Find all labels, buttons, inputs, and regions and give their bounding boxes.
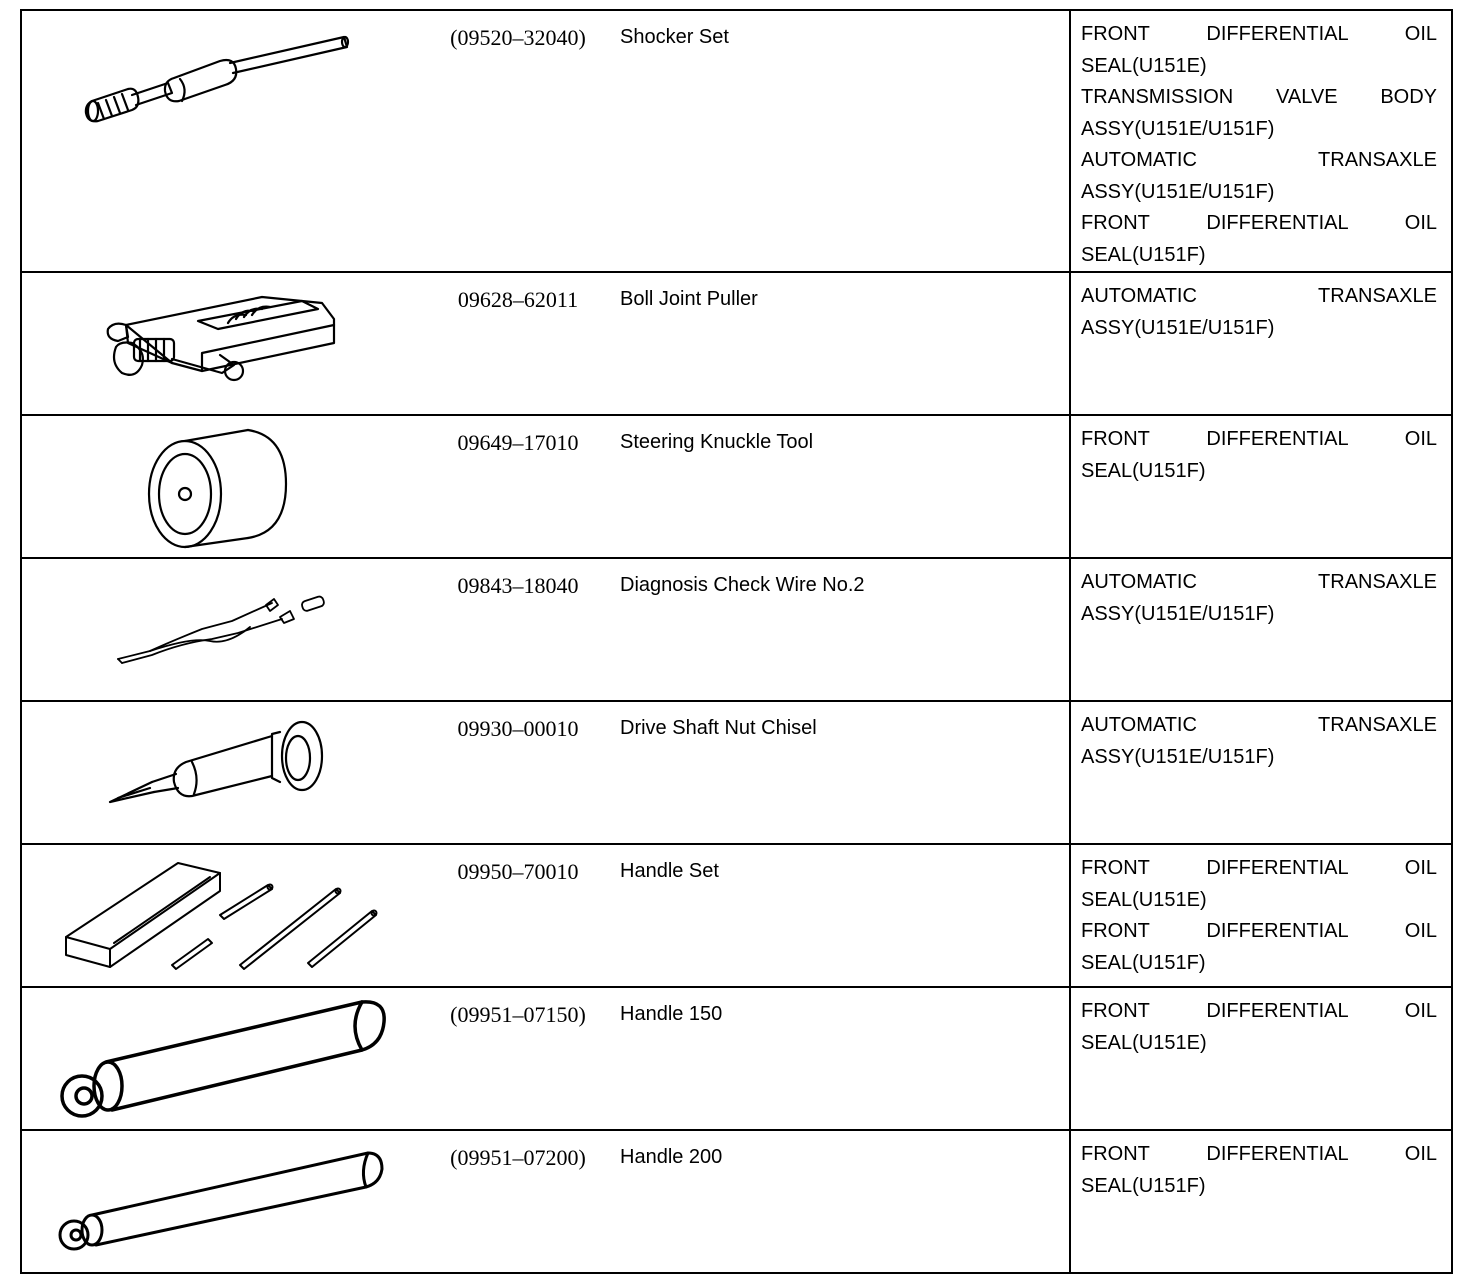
- handle-200-icon: [22, 1131, 452, 1271]
- application-line: AUTOMATIC TRANSAXLE: [1081, 571, 1437, 593]
- application-line: SEAL(U151E): [1081, 1031, 1207, 1054]
- application-cell: [1070, 558, 1452, 701]
- table-row: [21, 987, 1452, 1130]
- table-row: [21, 701, 1452, 844]
- application-line: FRONT DIFFERENTIAL OIL: [1081, 1143, 1437, 1165]
- steering-knuckle-tool-icon: [22, 416, 452, 556]
- tool-cell: [21, 701, 1070, 844]
- application-cell: [1070, 987, 1452, 1130]
- part-name: Handle 200: [620, 1146, 723, 1168]
- part-name: Handle 150: [620, 1003, 723, 1025]
- application-line: ASSY(U151E/U151F): [1081, 180, 1275, 203]
- part-number: (09951–07150): [450, 1002, 586, 1027]
- part-number: 09950–70010: [457, 859, 579, 884]
- application-cell: [1070, 10, 1452, 272]
- part-name: Boll Joint Puller: [620, 288, 758, 310]
- application-line: SEAL(U151E): [1081, 888, 1207, 911]
- application-line: AUTOMATIC TRANSAXLE: [1081, 149, 1437, 171]
- tool-cell: [21, 558, 1070, 701]
- application-line: FRONT DIFFERENTIAL OIL: [1081, 920, 1437, 942]
- tool-cell: [21, 10, 1070, 272]
- table-row: [21, 272, 1452, 415]
- application-line: SEAL(U151F): [1081, 1174, 1206, 1197]
- application-line: SEAL(U151F): [1081, 459, 1206, 482]
- application-line: FRONT DIFFERENTIAL OIL: [1081, 428, 1437, 450]
- application-line: FRONT DIFFERENTIAL OIL: [1081, 857, 1437, 879]
- tool-cell: [21, 415, 1070, 558]
- application-cell: [1070, 272, 1452, 415]
- application-line: ASSY(U151E/U151F): [1081, 117, 1275, 140]
- application-cell: [1070, 1130, 1452, 1273]
- drive-shaft-nut-chisel-icon: [22, 702, 452, 842]
- part-number: 09628–62011: [457, 287, 579, 312]
- application-line: ASSY(U151E/U151F): [1081, 745, 1275, 768]
- part-number: (09951–07200): [450, 1145, 586, 1170]
- handle-set-icon: [22, 845, 452, 985]
- table-row: [21, 10, 1452, 272]
- part-number: (09520–32040): [450, 25, 586, 50]
- part-number: 09649–17010: [457, 430, 579, 455]
- diagnosis-check-wire-icon: [22, 559, 452, 699]
- table-row: [21, 415, 1452, 558]
- part-name: Diagnosis Check Wire No.2: [620, 574, 865, 596]
- application-line: SEAL(U151E): [1081, 54, 1207, 77]
- special-service-tools-table: [20, 9, 1453, 1274]
- application-line: AUTOMATIC TRANSAXLE: [1081, 285, 1437, 307]
- tool-cell: [21, 987, 1070, 1130]
- application-line: AUTOMATIC TRANSAXLE: [1081, 714, 1437, 736]
- application-line: TRANSMISSION VALVE BODY: [1081, 86, 1437, 108]
- part-name: Handle Set: [620, 860, 719, 882]
- shocker-set-icon: [22, 11, 452, 171]
- tool-cell: [21, 1130, 1070, 1273]
- application-line: SEAL(U151F): [1081, 243, 1206, 266]
- part-name: Steering Knuckle Tool: [620, 431, 814, 453]
- application-cell: [1070, 701, 1452, 844]
- part-number: 09843–18040: [457, 573, 579, 598]
- application-line: ASSY(U151E/U151F): [1081, 316, 1275, 339]
- handle-150-icon: [22, 988, 452, 1128]
- table-row: [21, 558, 1452, 701]
- part-name: Drive Shaft Nut Chisel: [620, 717, 817, 739]
- table-row: [21, 844, 1452, 987]
- ball-joint-puller-icon: [22, 273, 452, 413]
- application-line: FRONT DIFFERENTIAL OIL: [1081, 23, 1437, 45]
- application-line: SEAL(U151F): [1081, 951, 1206, 974]
- tool-cell: [21, 844, 1070, 987]
- application-line: FRONT DIFFERENTIAL OIL: [1081, 212, 1437, 234]
- application-line: ASSY(U151E/U151F): [1081, 602, 1275, 625]
- tool-cell: [21, 272, 1070, 415]
- part-name: Shocker Set: [620, 26, 729, 48]
- table-row: [21, 1130, 1452, 1273]
- application-cell: [1070, 844, 1452, 987]
- application-line: FRONT DIFFERENTIAL OIL: [1081, 1000, 1437, 1022]
- application-cell: [1070, 415, 1452, 558]
- part-number: 09930–00010: [457, 716, 579, 741]
